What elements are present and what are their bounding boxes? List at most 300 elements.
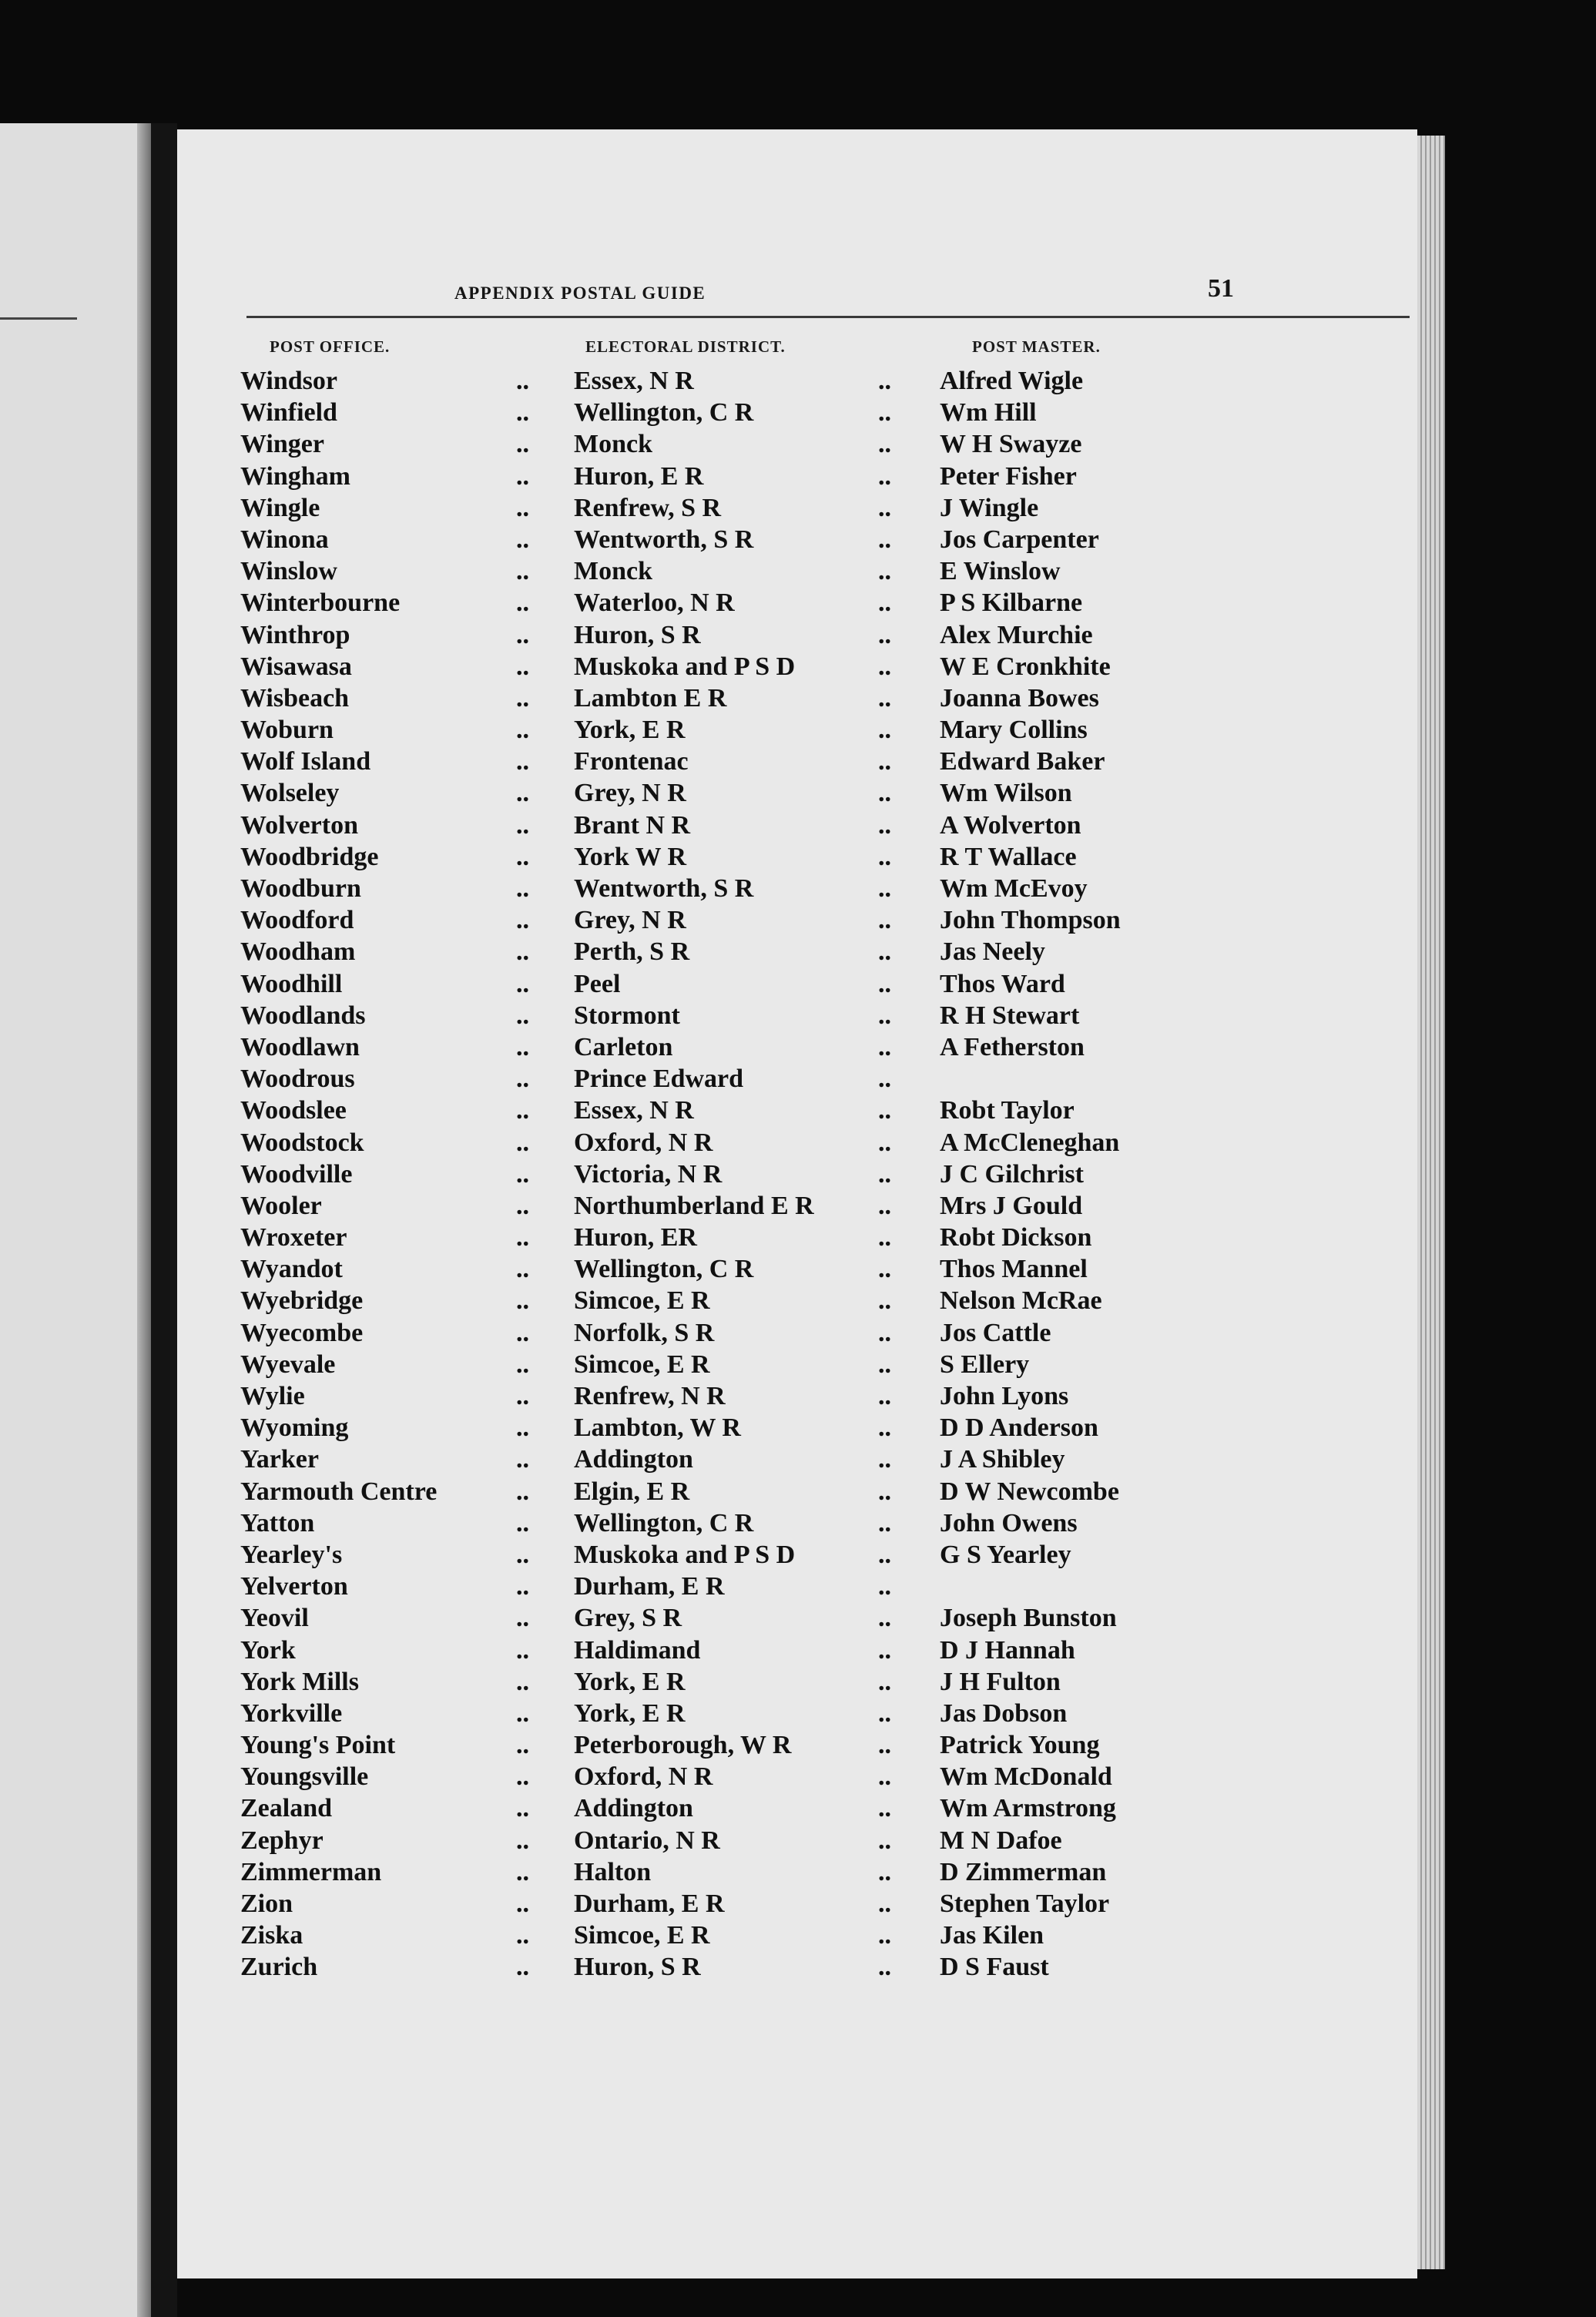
table-row <box>177 1826 1417 1858</box>
post-master-cell: D S Faust <box>940 1953 1049 1982</box>
leader-dots: .. <box>878 1731 891 1760</box>
post-office-cell: Zion <box>240 1889 293 1918</box>
post-office-cell: Wolseley <box>240 779 340 808</box>
electoral-district-cell: Durham, E R <box>574 1572 725 1601</box>
leader-dots: .. <box>878 1540 891 1569</box>
leader-dots: .. <box>516 1540 529 1569</box>
post-office-cell: Woodbridge <box>240 842 379 871</box>
page-number: 51 <box>1208 274 1234 303</box>
post-master-cell: Mary Collins <box>940 716 1088 745</box>
post-office-cell: Zealand <box>240 1794 333 1823</box>
book-gutter <box>151 123 177 2317</box>
post-master-cell: Wm Hill <box>940 398 1037 428</box>
table-row <box>177 1286 1417 1318</box>
post-master-cell: J H Fulton <box>940 1667 1061 1696</box>
document-page <box>177 129 1417 2278</box>
table-row <box>177 1921 1417 1953</box>
post-office-cell: Woburn <box>240 716 334 745</box>
post-office-cell: Zimmerman <box>240 1857 382 1886</box>
post-master-cell: Jas Dobson <box>940 1698 1068 1728</box>
column-header-electoral-district: ELECTORAL DISTRICT. <box>585 337 786 356</box>
table-row <box>177 652 1417 684</box>
leader-dots: .. <box>516 1921 529 1950</box>
electoral-district-cell: Grey, N R <box>574 906 686 935</box>
post-master-cell: D J Hannah <box>940 1635 1075 1665</box>
electoral-district-cell: Halton <box>574 1857 652 1886</box>
post-master-cell: A McCleneghan <box>940 1128 1120 1157</box>
leader-dots: .. <box>516 1698 529 1728</box>
previous-page-rule <box>0 317 77 320</box>
post-master-cell: Jas Kilen <box>940 1921 1044 1950</box>
leader-dots: .. <box>878 1001 891 1030</box>
leader-dots: .. <box>878 1953 891 1982</box>
post-office-cell: Yarmouth Centre <box>240 1477 438 1506</box>
leader-dots: .. <box>516 1762 529 1792</box>
electoral-district-cell: York W R <box>574 842 687 871</box>
leader-dots: .. <box>878 1604 891 1633</box>
electoral-district-cell: Lambton E R <box>574 683 727 713</box>
table-row <box>177 1794 1417 1826</box>
page-fold-shadow <box>137 123 151 2317</box>
post-office-cell: Winterbourne <box>240 588 401 618</box>
leader-dots: .. <box>516 620 529 649</box>
table-row <box>177 1319 1417 1350</box>
leader-dots: .. <box>516 1572 529 1601</box>
table-row <box>177 1001 1417 1033</box>
leader-dots: .. <box>516 1159 529 1189</box>
leader-dots: .. <box>516 937 529 967</box>
post-office-cell: Woodlands <box>240 1001 366 1030</box>
electoral-district-cell: Norfolk, S R <box>574 1318 715 1347</box>
post-office-cell: Woodburn <box>240 874 361 903</box>
leader-dots: .. <box>516 652 529 681</box>
table-row <box>177 1668 1417 1699</box>
table-row <box>177 494 1417 525</box>
electoral-district-cell: Wellington, C R <box>574 398 754 428</box>
leader-dots: .. <box>878 1382 891 1410</box>
leader-dots: .. <box>516 747 529 776</box>
electoral-district-cell: Huron, ER <box>574 1223 697 1252</box>
electoral-district-cell: Simcoe, E R <box>574 1350 710 1379</box>
leader-dots: .. <box>878 683 891 713</box>
leader-dots: .. <box>516 1953 529 1982</box>
post-office-cell: Wyandot <box>240 1255 343 1284</box>
leader-dots: .. <box>516 1286 529 1316</box>
post-office-cell: Yorkville <box>240 1698 343 1728</box>
post-master-cell: J C Gilchrist <box>940 1159 1084 1189</box>
electoral-district-cell: York, E R <box>574 1698 686 1728</box>
leader-dots: .. <box>878 1826 891 1855</box>
table-row <box>177 1731 1417 1762</box>
post-master-cell: A Fetherston <box>940 1032 1085 1061</box>
post-office-cell: Zephyr <box>240 1826 324 1855</box>
leader-dots: .. <box>878 1698 891 1728</box>
post-master-cell: R T Wallace <box>940 842 1077 871</box>
table-row <box>177 1413 1417 1445</box>
leader-dots: .. <box>516 367 529 395</box>
leader-dots: .. <box>516 1223 529 1252</box>
leader-dots: .. <box>516 810 529 840</box>
post-office-cell: Wolverton <box>240 810 358 840</box>
electoral-district-cell: Prince Edward <box>574 1065 744 1094</box>
leader-dots: .. <box>878 1889 891 1918</box>
post-master-cell: D W Newcombe <box>940 1477 1119 1506</box>
leader-dots: .. <box>878 716 891 745</box>
post-office-cell: Wingle <box>240 493 320 522</box>
leader-dots: .. <box>878 810 891 840</box>
electoral-district-cell: Oxford, N R <box>574 1128 713 1157</box>
table-row <box>177 1096 1417 1128</box>
post-office-cell: Youngsville <box>240 1762 369 1792</box>
post-master-cell: J A Shibley <box>940 1445 1065 1474</box>
electoral-district-cell: Frontenac <box>574 747 689 776</box>
table-row <box>177 1350 1417 1382</box>
table-row <box>177 1160 1417 1192</box>
leader-dots: .. <box>878 430 891 459</box>
leader-dots: .. <box>516 1032 529 1061</box>
table-row <box>177 1762 1417 1794</box>
electoral-district-cell: Durham, E R <box>574 1889 725 1918</box>
leader-dots: .. <box>878 588 891 618</box>
leader-dots: .. <box>516 1857 529 1886</box>
leader-dots: .. <box>516 1128 529 1157</box>
post-master-cell: M N Dafoe <box>940 1826 1062 1855</box>
leader-dots: .. <box>878 620 891 649</box>
table-row <box>177 1858 1417 1889</box>
leader-dots: .. <box>516 1350 529 1379</box>
column-header-post-office: POST OFFICE. <box>270 337 391 356</box>
leader-dots: .. <box>878 1350 891 1379</box>
table-row <box>177 1033 1417 1065</box>
post-office-cell: York <box>240 1635 296 1665</box>
leader-dots: .. <box>516 493 529 522</box>
electoral-district-cell: Huron, S R <box>574 620 701 649</box>
electoral-district-cell: Ontario, N R <box>574 1826 720 1855</box>
post-master-cell: Mrs J Gould <box>940 1191 1083 1220</box>
electoral-district-cell: Stormont <box>574 1001 680 1030</box>
leader-dots: .. <box>516 1889 529 1918</box>
leader-dots: .. <box>878 1223 891 1252</box>
leader-dots: .. <box>878 557 891 586</box>
post-office-cell: Winthrop <box>240 620 350 649</box>
leader-dots: .. <box>516 969 529 998</box>
post-office-cell: Zurich <box>240 1953 318 1982</box>
leader-dots: .. <box>878 1572 891 1601</box>
table-row <box>177 1065 1417 1096</box>
table-row <box>177 1255 1417 1286</box>
table-row <box>177 1382 1417 1413</box>
post-master-cell: Joanna Bowes <box>940 683 1099 713</box>
table-row <box>177 557 1417 588</box>
post-master-cell: S Ellery <box>940 1350 1030 1379</box>
post-master-cell: G S Yearley <box>940 1540 1071 1569</box>
leader-dots: .. <box>516 1731 529 1760</box>
table-row <box>177 1889 1417 1921</box>
leader-dots: .. <box>878 461 891 491</box>
post-master-cell: Wm McDonald <box>940 1762 1112 1792</box>
post-master-cell: Alfred Wigle <box>940 367 1084 395</box>
post-master-cell: Jas Neely <box>940 937 1045 967</box>
post-office-cell: Yatton <box>240 1508 315 1537</box>
post-master-cell: W E Cronkhite <box>940 652 1111 681</box>
leader-dots: .. <box>516 398 529 428</box>
post-master-cell: Joseph Bunston <box>940 1604 1117 1633</box>
post-master-cell: Nelson McRae <box>940 1286 1102 1316</box>
table-row <box>177 1445 1417 1477</box>
post-office-cell: Wyevale <box>240 1350 336 1379</box>
leader-dots: .. <box>516 1413 529 1443</box>
post-office-cell: Woodville <box>240 1159 353 1189</box>
electoral-district-cell: Huron, E R <box>574 461 704 491</box>
table-row <box>177 1509 1417 1541</box>
leader-dots: .. <box>516 430 529 459</box>
post-office-cell: Wingham <box>240 461 350 491</box>
table-row <box>177 1953 1417 1984</box>
electoral-district-cell: Muskoka and P S D <box>574 652 796 681</box>
leader-dots: .. <box>516 1604 529 1633</box>
leader-dots: .. <box>878 1508 891 1537</box>
table-row <box>177 1604 1417 1635</box>
previous-page <box>0 123 151 2317</box>
post-office-cell: Woodhill <box>240 969 343 998</box>
leader-dots: .. <box>878 1191 891 1220</box>
electoral-district-cell: Monck <box>574 557 652 586</box>
electoral-district-cell: York, E R <box>574 716 686 745</box>
post-office-cell: Woodslee <box>240 1096 347 1125</box>
post-office-cell: Wisbeach <box>240 683 350 713</box>
leader-dots: .. <box>516 1001 529 1030</box>
table-row <box>177 779 1417 810</box>
electoral-district-cell: Elgin, E R <box>574 1477 690 1506</box>
leader-dots: .. <box>878 779 891 808</box>
electoral-district-cell: Wentworth, S R <box>574 874 754 903</box>
post-office-cell: Winona <box>240 525 329 554</box>
post-master-cell: Wm Wilson <box>940 779 1072 808</box>
table-row <box>177 588 1417 620</box>
table-row <box>177 1477 1417 1509</box>
table-row <box>177 747 1417 779</box>
leader-dots: .. <box>878 937 891 967</box>
post-office-cell: Yarker <box>240 1445 319 1474</box>
leader-dots: .. <box>878 1096 891 1125</box>
leader-dots: .. <box>878 1445 891 1474</box>
post-office-cell: Yelverton <box>240 1572 348 1601</box>
post-master-cell: J Wingle <box>940 493 1039 522</box>
post-master-cell: Stephen Taylor <box>940 1889 1110 1918</box>
leader-dots: .. <box>516 716 529 745</box>
table-row <box>177 716 1417 747</box>
table-row <box>177 1128 1417 1160</box>
electoral-district-cell: Huron, S R <box>574 1953 701 1982</box>
post-office-cell: Wroxeter <box>240 1223 347 1252</box>
leader-dots: .. <box>878 747 891 776</box>
leader-dots: .. <box>878 652 891 681</box>
leader-dots: .. <box>516 461 529 491</box>
post-master-cell: Alex Murchie <box>940 620 1093 649</box>
post-office-cell: Ziska <box>240 1921 303 1950</box>
electoral-district-cell: Renfrew, N R <box>574 1382 726 1410</box>
table-row <box>177 621 1417 652</box>
table-row <box>177 906 1417 937</box>
leader-dots: .. <box>516 842 529 871</box>
post-master-cell: Jos Cattle <box>940 1318 1051 1347</box>
post-office-cell: Wisawasa <box>240 652 352 681</box>
leader-dots: .. <box>878 1635 891 1665</box>
table-row <box>177 1636 1417 1668</box>
post-master-cell: Robt Dickson <box>940 1223 1092 1252</box>
table-row <box>177 398 1417 430</box>
leader-dots: .. <box>516 1794 529 1823</box>
post-master-cell: John Thompson <box>940 906 1121 935</box>
electoral-district-cell: Wellington, C R <box>574 1508 754 1537</box>
table-row <box>177 843 1417 874</box>
leader-dots: .. <box>516 1096 529 1125</box>
post-master-cell: W H Swayze <box>940 430 1082 459</box>
electoral-district-cell: Wentworth, S R <box>574 525 754 554</box>
post-office-cell: Woodham <box>240 937 356 967</box>
leader-dots: .. <box>516 557 529 586</box>
post-master-cell: Thos Ward <box>940 969 1065 998</box>
table-row <box>177 1541 1417 1572</box>
leader-dots: .. <box>878 398 891 428</box>
leader-dots: .. <box>516 1667 529 1696</box>
electoral-district-cell: Addington <box>574 1445 693 1474</box>
leader-dots: .. <box>878 1032 891 1061</box>
table-row <box>177 1192 1417 1223</box>
electoral-district-cell: York, E R <box>574 1667 686 1696</box>
electoral-district-cell: Addington <box>574 1794 693 1823</box>
leader-dots: .. <box>878 1318 891 1347</box>
leader-dots: .. <box>516 1635 529 1665</box>
running-header: APPENDIX POSTAL GUIDE <box>454 283 706 303</box>
post-office-cell: Woodford <box>240 906 354 935</box>
electoral-district-cell: Renfrew, S R <box>574 493 722 522</box>
post-office-cell: Yeovil <box>240 1604 309 1633</box>
electoral-district-cell: Grey, S R <box>574 1604 682 1633</box>
table-row <box>177 937 1417 969</box>
electoral-district-cell: Waterloo, N R <box>574 588 735 618</box>
post-office-cell: Yearley's <box>240 1540 343 1569</box>
leader-dots: .. <box>878 1794 891 1823</box>
post-office-cell: Wyoming <box>240 1413 349 1443</box>
post-office-cell: Wyecombe <box>240 1318 364 1347</box>
header-rule <box>246 316 1410 318</box>
post-master-cell: E Winslow <box>940 557 1061 586</box>
post-office-cell: York Mills <box>240 1667 359 1696</box>
leader-dots: .. <box>878 1667 891 1696</box>
post-office-cell: Woodlawn <box>240 1032 360 1061</box>
post-master-cell: Patrick Young <box>940 1731 1100 1760</box>
table-row <box>177 1572 1417 1604</box>
electoral-district-cell: Carleton <box>574 1032 673 1061</box>
post-office-cell: Winslow <box>240 557 337 586</box>
leader-dots: .. <box>516 525 529 554</box>
leader-dots: .. <box>516 1191 529 1220</box>
table-row <box>177 367 1417 398</box>
leader-dots: .. <box>878 367 891 395</box>
leader-dots: .. <box>878 1857 891 1886</box>
leader-dots: .. <box>516 1065 529 1094</box>
post-master-cell: Robt Taylor <box>940 1096 1075 1125</box>
post-master-cell: John Owens <box>940 1508 1078 1537</box>
post-master-cell: D Zimmerman <box>940 1857 1107 1886</box>
table-row <box>177 430 1417 461</box>
leader-dots: .. <box>516 1477 529 1506</box>
leader-dots: .. <box>516 906 529 935</box>
leader-dots: .. <box>878 969 891 998</box>
leader-dots: .. <box>878 525 891 554</box>
post-master-cell: Thos Mannel <box>940 1255 1088 1284</box>
post-office-cell: Wooler <box>240 1191 322 1220</box>
table-row <box>177 462 1417 494</box>
post-master-cell: Wm Armstrong <box>940 1794 1116 1823</box>
electoral-district-cell: Perth, S R <box>574 937 690 967</box>
electoral-district-cell: Monck <box>574 430 652 459</box>
post-master-cell: D D Anderson <box>940 1413 1098 1443</box>
leader-dots: .. <box>878 906 891 935</box>
leader-dots: .. <box>878 874 891 903</box>
leader-dots: .. <box>516 779 529 808</box>
leader-dots: .. <box>878 1159 891 1189</box>
electoral-district-cell: Haldimand <box>574 1635 701 1665</box>
leader-dots: .. <box>878 1921 891 1950</box>
leader-dots: .. <box>516 1445 529 1474</box>
electoral-district-cell: Victoria, N R <box>574 1159 723 1189</box>
table-row <box>177 525 1417 557</box>
post-office-cell: Woodrous <box>240 1065 355 1094</box>
table-row <box>177 811 1417 843</box>
table-row <box>177 970 1417 1001</box>
post-office-table <box>177 367 1417 1985</box>
leader-dots: .. <box>516 1826 529 1855</box>
leader-dots: .. <box>516 683 529 713</box>
electoral-district-cell: Essex, N R <box>574 367 694 395</box>
post-master-cell: Wm McEvoy <box>940 874 1088 903</box>
leader-dots: .. <box>878 1128 891 1157</box>
leader-dots: .. <box>878 1286 891 1316</box>
electoral-district-cell: Brant N R <box>574 810 691 840</box>
electoral-district-cell: Lambton, W R <box>574 1413 741 1443</box>
post-office-cell: Winger <box>240 430 324 459</box>
post-master-cell: Edward Baker <box>940 747 1105 776</box>
leader-dots: .. <box>878 1413 891 1443</box>
electoral-district-cell: Muskoka and P S D <box>574 1540 796 1569</box>
leader-dots: .. <box>878 1477 891 1506</box>
leader-dots: .. <box>516 1508 529 1537</box>
leader-dots: .. <box>516 1382 529 1410</box>
post-master-cell: P S Kilbarne <box>940 588 1083 618</box>
leader-dots: .. <box>878 1255 891 1284</box>
leader-dots: .. <box>878 842 891 871</box>
leader-dots: .. <box>516 1255 529 1284</box>
table-row <box>177 1223 1417 1255</box>
electoral-district-cell: Simcoe, E R <box>574 1921 710 1950</box>
post-office-cell: Young's Point <box>240 1731 396 1760</box>
electoral-district-cell: Peel <box>574 969 621 998</box>
post-office-cell: Wyebridge <box>240 1286 364 1316</box>
post-office-cell: Winfield <box>240 398 337 428</box>
post-master-cell: A Wolverton <box>940 810 1081 840</box>
post-office-cell: Wolf Island <box>240 747 371 776</box>
post-office-cell: Windsor <box>240 367 337 395</box>
electoral-district-cell: Northumberland E R <box>574 1191 814 1220</box>
electoral-district-cell: Peterborough, W R <box>574 1731 792 1760</box>
electoral-district-cell: Grey, N R <box>574 779 686 808</box>
table-row <box>177 684 1417 716</box>
leader-dots: .. <box>516 588 529 618</box>
electoral-district-cell: Oxford, N R <box>574 1762 713 1792</box>
column-header-post-master: POST MASTER. <box>972 337 1101 356</box>
